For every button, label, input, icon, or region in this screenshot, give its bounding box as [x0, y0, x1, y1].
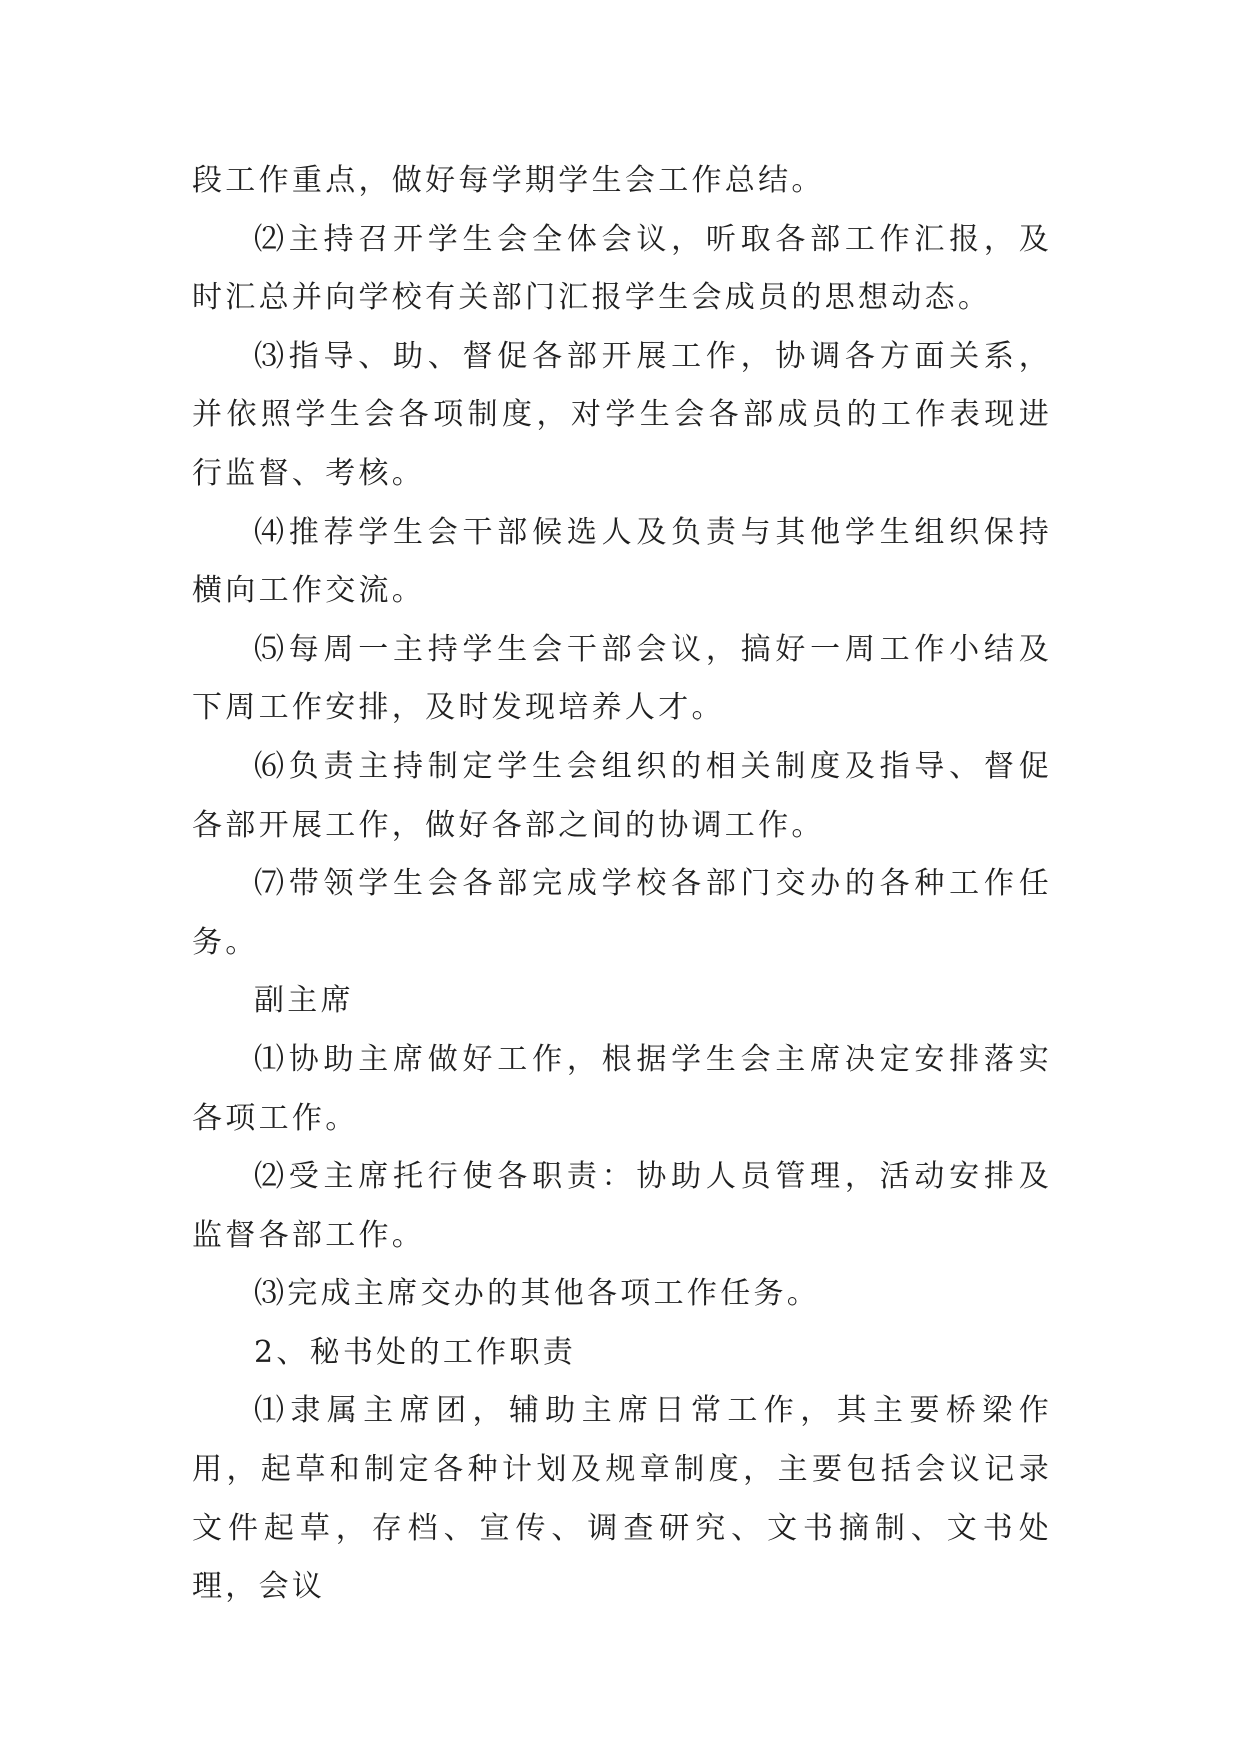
paragraph-item: ⑶完成主席交办的其他各项工作任务。 — [254, 1276, 821, 1312]
paragraph-item: ⑷推荐学生会干部候选人及负责与其他学生组织保持横向工作交流。 — [192, 514, 1052, 609]
paragraph-continuation: 段工作重点，做好每学期学生会工作总结。 — [192, 163, 825, 198]
paragraph-item: ⑵主持召开学生会全体会议，听取各部工作汇报，及时汇总并向学校有关部门汇报学生会成员的思想动态。 — [192, 221, 1052, 316]
paragraph-item: ⑺带领学生会各部完成学校各部门交办的各种工作任务。 — [192, 866, 1052, 960]
section-heading: 副主席 — [254, 983, 354, 1019]
paragraph-item: ⑸每周一主持学生会干部会议，搞好一周工作小结及下周工作安排，及时发现培养人才。 — [192, 631, 1052, 726]
document-body — [192, 152, 1052, 1617]
section-heading: 2、秘书处的工作职责 — [254, 1334, 577, 1370]
paragraph-item: ⑴隶属主席团，辅助主席日常工作，其主要桥梁作用，起草和制定各种计划及规章制度，主要包括会议记录 文件起草，存档、宣传、调查研究、文书摘制、文书处理，会议 — [192, 1393, 1052, 1605]
paragraph-item: ⑹负责主持制定学生会组织的相关制度及指导、督促各部开展工作，做好各部之间的协调工作。 — [192, 748, 1052, 843]
paragraph-item: ⑶指导、助、督促各部开展工作，协调各方面关系，并依照学生会各项制度，对学生会各部成员的工作表现进行监督、考核。 — [192, 338, 1052, 491]
paragraph-item: ⑴协助主席做好工作，根据学生会主席决定安排落实各项工作。 — [192, 1041, 1052, 1136]
paragraph-item: ⑵受主席托行使各职责：协助人员管理，活动安排及监督各部工作。 — [192, 1159, 1052, 1253]
